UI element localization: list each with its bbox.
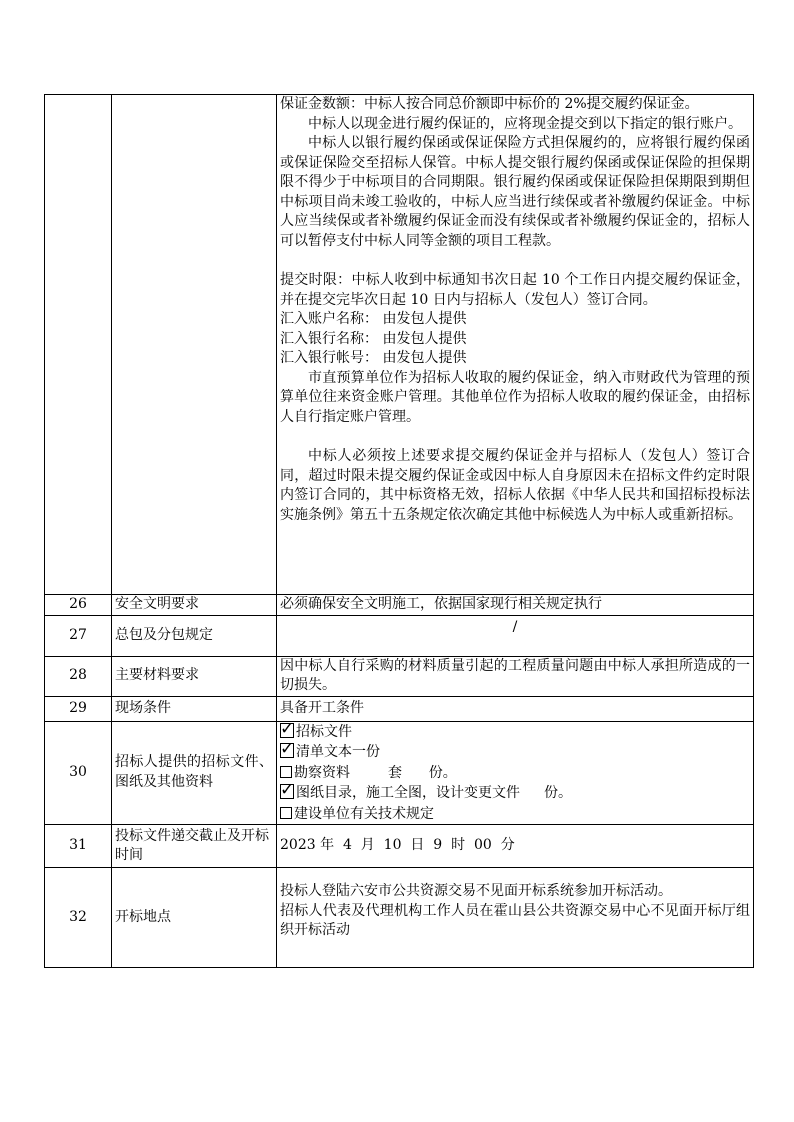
row-item: 开标地点 [112, 868, 277, 968]
table-row-30 [45, 721, 754, 825]
checklist-item [280, 804, 750, 825]
checklist-label: 清单文本一份 [296, 744, 380, 760]
table-row-29 [45, 696, 754, 721]
checklist-item [280, 783, 750, 804]
checked-checkbox-icon[interactable] [280, 723, 294, 738]
row-item: 招标人提供的招标文件、图纸及其他资料 [112, 721, 277, 825]
row-number-cell [45, 95, 112, 595]
row-content: 必须确保安全文明施工，依据国家现行相关规定执行 [277, 595, 754, 616]
row-content: 因中标人自行采购的材料质量引起的工程质量问题由中标人承担所造成的一切损失。 [277, 656, 754, 696]
checklist-item [280, 763, 750, 784]
row-item: 总包及分包规定 [112, 615, 277, 656]
table-row-27 [45, 615, 754, 656]
contract-signing-text: 中标人必须按上述要求提交履约保证金并与招标人（发包人）签订合同，超过时限未提交履约保证金或因中标人自身原因未在招标文件约定时限内签订合同的，其中标资格无效，招标人依据《中华人民共和国招标投标法实施条例》第五十五条规定依次确定其他中标候选人为中标人或重新招标。 [280, 448, 750, 523]
bank-guarantee-text: 中标人以银行履约保函或保证保险方式担保履约的，应将银行履约保函或保证保险交至招标人保管。中标人提交银行履约保函或保证保险的担保期限不得少于中标项目的合同期限。银行履约保函或保证保险担保期限到期但中标项目尚未竣工验收的，中标人应当进行续保或者补缴履约保证金。中标人应当续保或者补缴履约保证金而没有续保或者补缴履约保证金的，招标人可以暂停支付中标人同等金额的项目工程款。 [280, 135, 750, 249]
row-number: 30 [45, 721, 112, 825]
row-item: 主要材料要求 [112, 656, 277, 696]
checklist-label: 图纸目录，施工全图，设计变更文件 [296, 785, 520, 801]
row-item: 现场条件 [112, 696, 277, 721]
checklist-label: 建设单位有关技术规定 [294, 805, 434, 822]
table-row-31 [45, 825, 754, 868]
online-opening-text: 投标人登陆六安市公共资源交易不见面开标系统参加开标活动。 [280, 883, 672, 899]
performance-bond-content [277, 95, 754, 595]
row-item: 投标文件递交截止及开标时间 [112, 825, 277, 868]
row-content: 具备开工条件 [277, 696, 754, 721]
empty-checkbox-icon[interactable] [280, 766, 292, 778]
checked-checkbox-icon[interactable] [280, 743, 294, 758]
bid-deadline-value: 2023 年 4 月 10 日 9 时 00 分 [277, 825, 754, 868]
empty-checkbox-icon[interactable] [280, 807, 292, 819]
row-number: 27 [45, 615, 112, 656]
table-row-28 [45, 656, 754, 696]
checklist-suffix: 套 份。 [388, 764, 457, 781]
table-row-32 [45, 868, 754, 968]
checked-checkbox-icon[interactable] [280, 784, 294, 799]
checklist-suffix: 份。 [544, 785, 572, 801]
row-number: 29 [45, 696, 112, 721]
document-checklist [277, 721, 754, 825]
bank-name-text: 汇入银行名称： 由发包人提供 [280, 330, 467, 347]
row-item: 安全文明要求 [112, 595, 277, 616]
checklist-item [280, 722, 750, 743]
row-content: / [277, 615, 754, 656]
checklist-label: 招标文件 [296, 723, 352, 740]
submission-deadline-text: 提交时限：中标人收到中标通知书次日起 10 个工作日内提交履约保证金，并在提交完毕次日起 10 日内与招标人（发包人）签订合同。 [280, 272, 750, 308]
row-number: 32 [45, 868, 112, 968]
budget-unit-text: 市直预算单位作为招标人收取的履约保证金，纳入市财政代为管理的预算单位往来资金账户管理。其他单位作为招标人收取的履约保证金，由招标人自行指定账户管理。 [280, 369, 750, 425]
row-number: 31 [45, 825, 112, 868]
checklist-label: 勘察资料 [294, 764, 350, 781]
checklist-item [280, 742, 750, 763]
row-item-cell [112, 95, 277, 595]
account-name-text: 汇入账户名称： 由发包人提供 [280, 311, 467, 327]
onsite-opening-text: 招标人代表及代理机构工作人员在霍山县公共资源交易中心不见面开标厅组织开标活动 [280, 902, 750, 938]
table-row-26 [45, 595, 754, 616]
bank-account-text: 汇入银行帐号： 由发包人提供 [280, 350, 467, 366]
row-number: 26 [45, 595, 112, 616]
bid-opening-location [277, 868, 754, 968]
row-number: 28 [45, 656, 112, 696]
bond-amount-text: 保证金数额：中标人按合同总价额即中标价的 2%提交履约保证金。 [280, 96, 699, 112]
table-row-25 [45, 95, 754, 595]
bid-info-table [44, 94, 754, 968]
cash-guarantee-text: 中标人以现金进行履约保证的，应将现金提交到以下指定的银行账户。 [308, 115, 742, 132]
